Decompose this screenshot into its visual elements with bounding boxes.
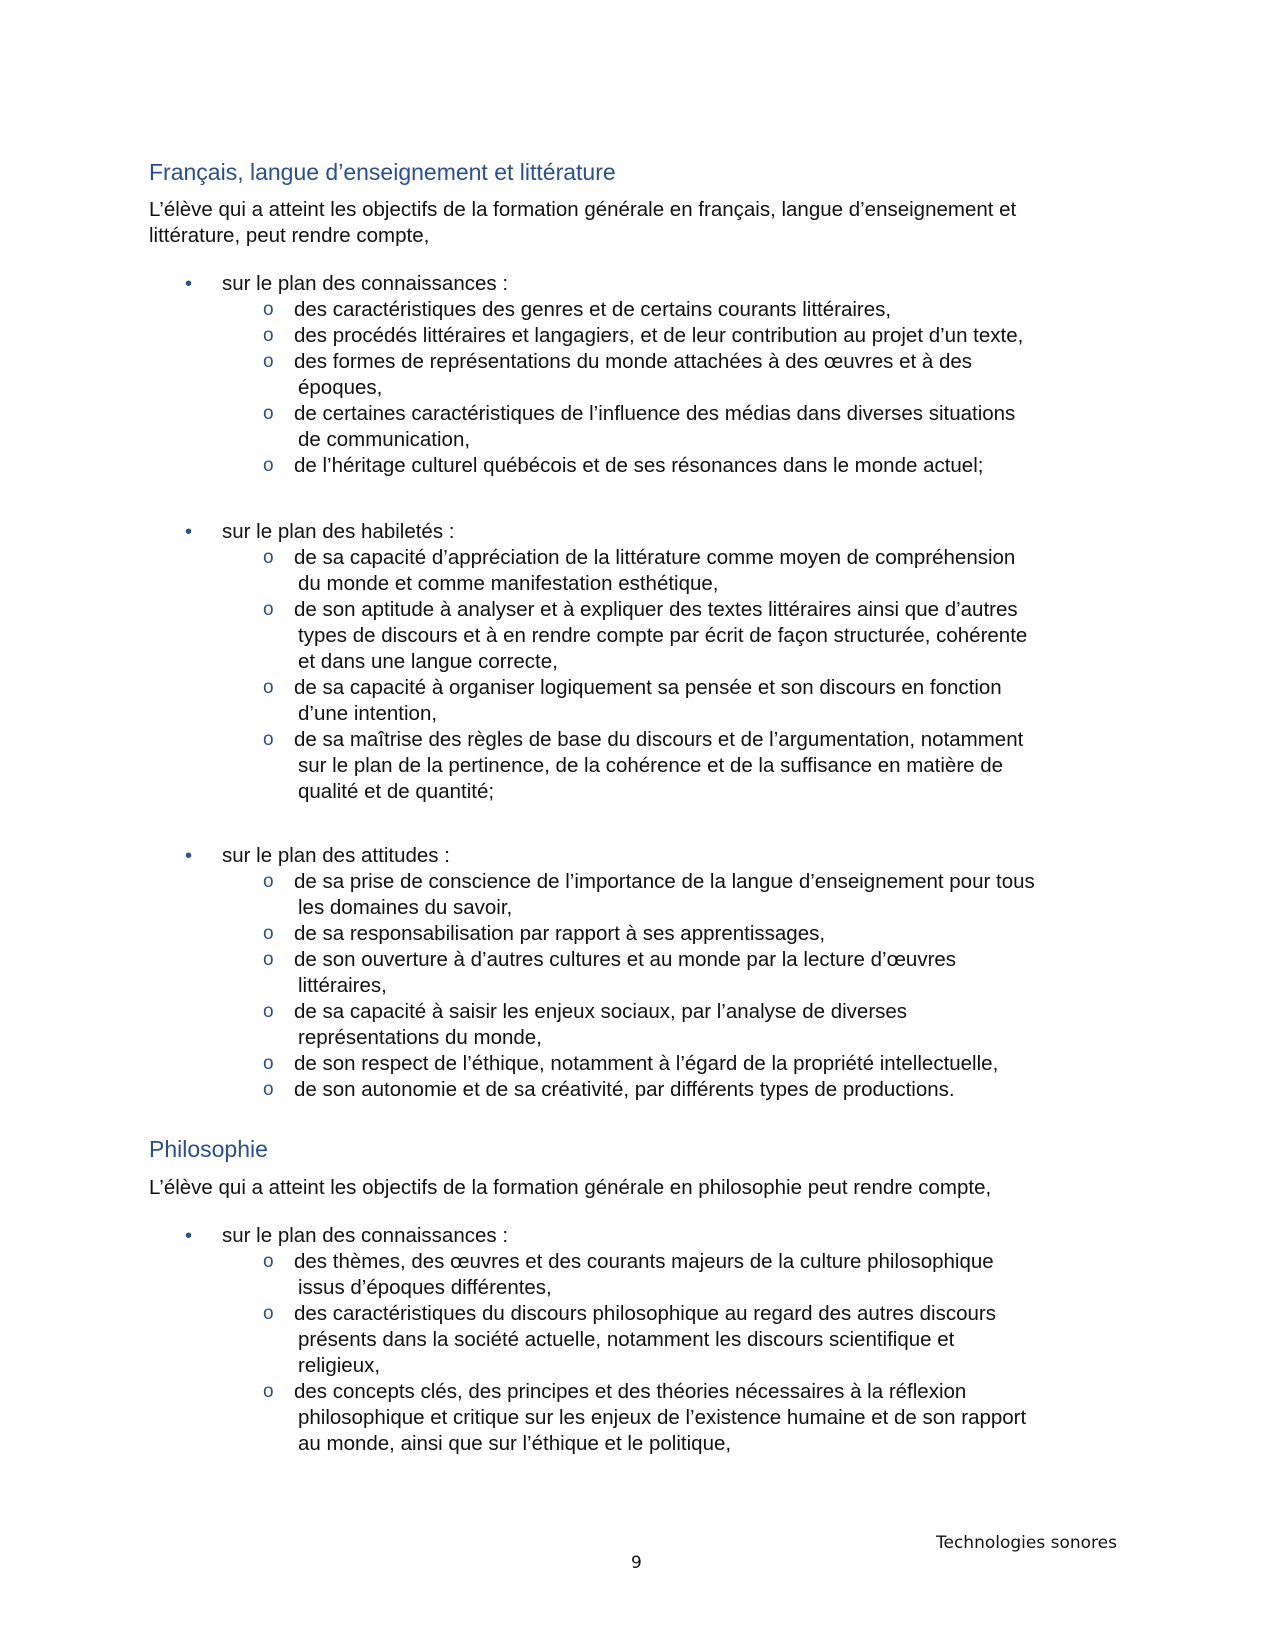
list-item-line: présents dans la société actuelle, notamment les discours scientifique et — [298, 1328, 955, 1351]
list-item-line: des procédés littéraires et langagiers, et de leur contribution au projet d’un texte, — [294, 324, 1024, 347]
list-item-line: issus d’époques différentes, — [298, 1276, 552, 1299]
sub-bullet-icon: o — [263, 351, 274, 372]
sub-bullet-icon: o — [263, 677, 274, 698]
sub-bullet-icon: o — [263, 455, 274, 476]
intro-line: L’élève qui a atteint les objectifs de la formation générale en philosophie peut rendre compte, — [149, 1176, 992, 1199]
sub-bullet-icon: o — [263, 1381, 274, 1402]
sub-bullet-icon: o — [263, 729, 274, 750]
list-item-line: de certaines caractéristiques de l’influence des médias dans diverses situations — [294, 402, 1016, 425]
list-item-line: des thèmes, des œuvres et des courants majeurs de la culture philosophique — [294, 1250, 994, 1273]
bullet-icon: • — [185, 845, 193, 867]
group-label: sur le plan des habiletés : — [222, 520, 455, 543]
list-item-line: sur le plan de la pertinence, de la cohérence et de la suffisance en matière de — [298, 754, 1004, 777]
list-item-line: époques, — [298, 376, 383, 399]
list-item-line: types de discours et à en rendre compte par écrit de façon structurée, cohérente — [298, 624, 1028, 647]
sub-bullet-icon: o — [263, 923, 274, 944]
list-item-line: des formes de représentations du monde attachées à des œuvres et à des — [294, 350, 973, 373]
list-item-line: et dans une langue correcte, — [298, 650, 558, 673]
list-item-line: des concepts clés, des principes et des théories nécessaires à la réflexion — [294, 1380, 967, 1403]
sub-bullet-icon: o — [263, 547, 274, 568]
group-label: sur le plan des connaissances : — [222, 1224, 509, 1247]
group-label: sur le plan des attitudes : — [222, 844, 450, 867]
group-label: sur le plan des connaissances : — [222, 272, 509, 295]
list-item-line: religieux, — [298, 1354, 381, 1377]
list-item-line: de sa capacité à organiser logiquement sa pensée et son discours en fonction — [294, 676, 1002, 699]
list-item-line: de son aptitude à analyser et à expliquer des textes littéraires ainsi que d’autres — [294, 598, 1018, 621]
list-item-line: qualité et de quantité; — [298, 780, 495, 803]
list-item-line: de l’héritage culturel québécois et de ses résonances dans le monde actuel; — [294, 454, 984, 477]
intro-line: L’élève qui a atteint les objectifs de la formation générale en français, langue d’enseignement et — [149, 198, 1017, 221]
list-item-line: de son ouverture à d’autres cultures et au monde par la lecture d’œuvres — [294, 948, 957, 971]
sub-bullet-icon: o — [263, 1303, 274, 1324]
sub-bullet-icon: o — [263, 403, 274, 424]
list-item-line: de sa prise de conscience de l’importance de la langue d’enseignement pour tous — [294, 870, 1035, 893]
sub-bullet-icon: o — [263, 599, 274, 620]
intro-line: littérature, peut rendre compte, — [149, 224, 430, 247]
bullet-icon: • — [185, 521, 193, 543]
list-item-line: représentations du monde, — [298, 1026, 542, 1049]
list-item-line: de son respect de l’éthique, notamment à l’égard de la propriété intellectuelle, — [294, 1052, 999, 1075]
list-item-line: de sa responsabilisation par rapport à ses apprentissages, — [294, 922, 826, 945]
bullet-icon: • — [185, 1225, 193, 1247]
list-item-line: littéraires, — [298, 974, 387, 997]
section-heading: Français, langue d’enseignement et littérature — [149, 159, 616, 185]
bullet-icon: • — [185, 273, 193, 295]
list-item-line: de son autonomie et de sa créativité, par différents types de productions. — [294, 1078, 955, 1101]
list-item-line: des caractéristiques du discours philosophique au regard des autres discours — [294, 1302, 996, 1325]
sub-bullet-icon: o — [263, 1001, 274, 1022]
sub-bullet-icon: o — [263, 949, 274, 970]
list-item-line: de sa capacité à saisir les enjeux sociaux, par l’analyse de diverses — [294, 1000, 908, 1023]
footer-title: Technologies sonores — [936, 1533, 1117, 1553]
sub-bullet-icon: o — [263, 1053, 274, 1074]
page-number: 9 — [631, 1553, 642, 1573]
list-item-line: de sa capacité d’appréciation de la littérature comme moyen de compréhension — [294, 546, 1016, 569]
list-item-line: du monde et comme manifestation esthétique, — [298, 572, 719, 595]
sub-bullet-icon: o — [263, 325, 274, 346]
section-heading: Philosophie — [149, 1136, 268, 1162]
sub-bullet-icon: o — [263, 1079, 274, 1100]
sub-bullet-icon: o — [263, 299, 274, 320]
sub-bullet-icon: o — [263, 1251, 274, 1272]
list-item-line: des caractéristiques des genres et de certains courants littéraires, — [294, 298, 892, 321]
list-item-line: de communication, — [298, 428, 471, 451]
list-item-line: les domaines du savoir, — [298, 896, 513, 919]
list-item-line: de sa maîtrise des règles de base du discours et de l’argumentation, notamment — [294, 728, 1024, 751]
list-item-line: au monde, ainsi que sur l’éthique et le politique, — [298, 1432, 732, 1455]
list-item-line: philosophique et critique sur les enjeux de l’existence humaine et de son rapport — [298, 1406, 1027, 1429]
list-item-line: d’une intention, — [298, 702, 438, 725]
sub-bullet-icon: o — [263, 871, 274, 892]
